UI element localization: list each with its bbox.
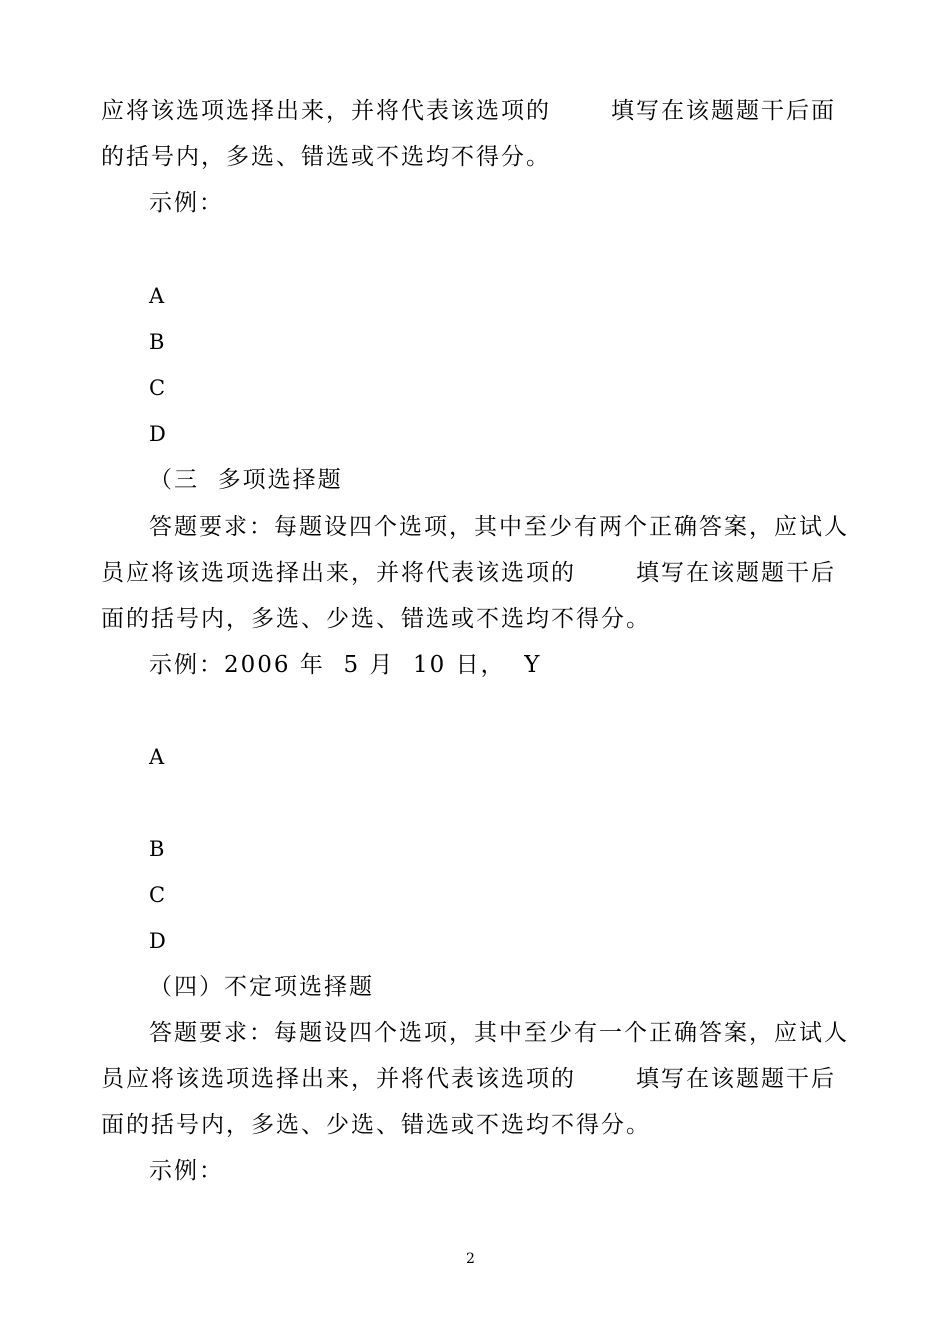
option-a: A (149, 745, 166, 769)
section-heading: （三 多项选择题 (149, 467, 343, 493)
option-d: D (149, 929, 167, 953)
option-c: C (149, 883, 167, 907)
option-a: A (149, 284, 166, 308)
paragraph-line: 答题要求：每题设四个选项，其中至少有两个正确答案，应试人 (149, 514, 849, 540)
paragraph-line: 面的括号内，多选、少选、错选或不选均不得分。 (101, 1112, 651, 1138)
paragraph-line: 员应将该选项选择出来，并将代表该选项的 填写在该题题干后 (101, 560, 836, 586)
example-question-line (101, 235, 201, 265)
page-number: 2 (466, 1251, 475, 1267)
paragraph-line: 员应将该选项选择出来，并将代表该选项的 填写在该题题干后 (101, 1066, 836, 1092)
option-b: B (149, 837, 166, 861)
option-d: D (149, 422, 167, 446)
example-label-line: 示例： (149, 1158, 224, 1184)
section-heading: （四）不定项选择题 (149, 974, 374, 1000)
paragraph-line: 的括号内，多选、错选或不选均不得分。 (101, 144, 551, 170)
example-label-line: 示例： (149, 190, 224, 216)
paragraph-line: 面的括号内，多选、少选、错选或不选均不得分。 (101, 606, 651, 632)
option-c: C (149, 376, 167, 400)
paragraph-line: 应将该选项选择出来，并将代表该选项的 填写在该题题干后面 (101, 98, 836, 124)
example-label-line: 示例：2006 年 5 月 10 日， Y (149, 652, 542, 678)
option-b: B (149, 330, 166, 354)
paragraph-line: 答题要求：每题设四个选项，其中至少有一个正确答案，应试人 (149, 1020, 849, 1046)
